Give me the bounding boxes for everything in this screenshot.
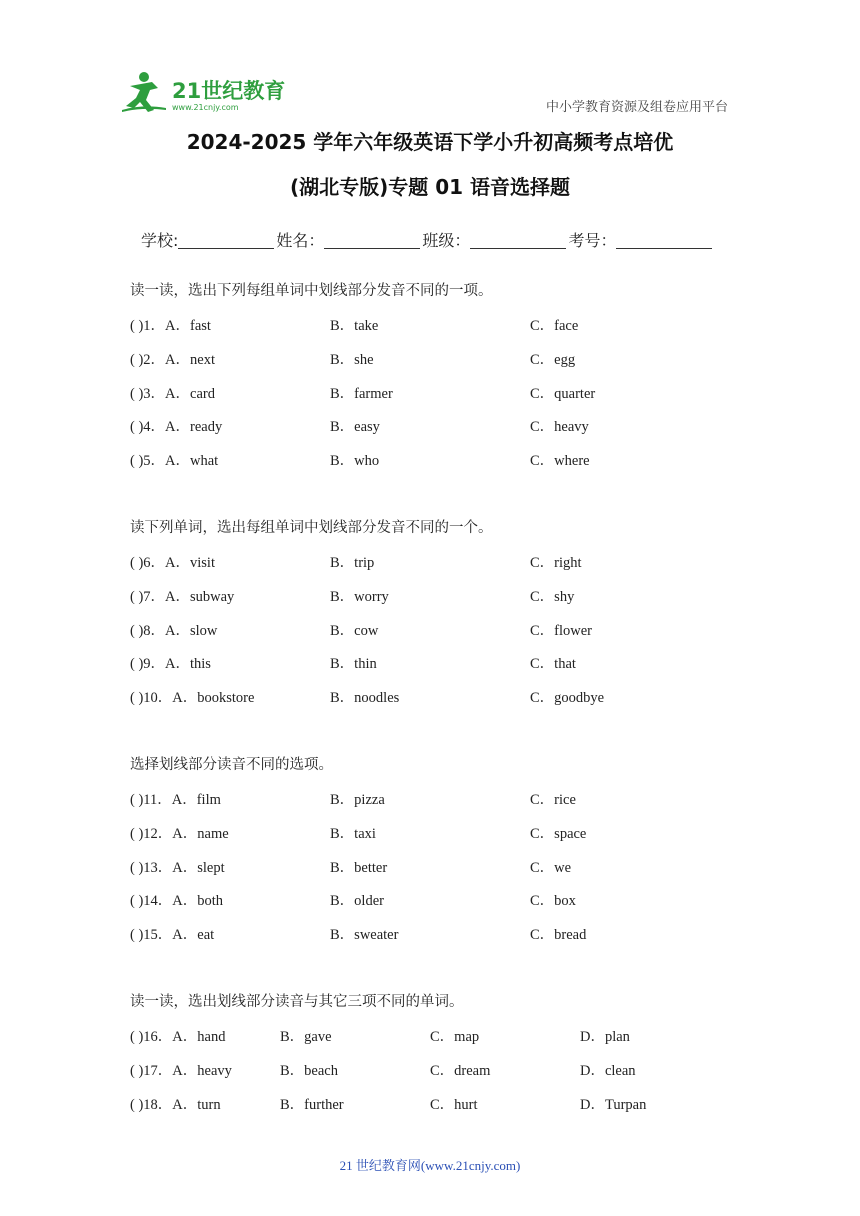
school-label: 学校:	[141, 231, 179, 250]
student-info	[141, 228, 714, 251]
option-b: B．taxi	[330, 825, 376, 842]
question-row	[130, 585, 575, 619]
name-label: 姓名：	[276, 231, 325, 250]
question-option-a: ( )8．A．slow	[130, 622, 218, 639]
section-1	[130, 280, 596, 483]
section-3	[130, 754, 587, 957]
option-d: D．clean	[580, 1062, 636, 1079]
section-instruction: 读一读，选出下列每组单词中划线部分发音不同的一项。	[130, 283, 493, 299]
option-c: C．flower	[530, 622, 593, 639]
question-row	[130, 923, 587, 957]
question-option-a: ( )12．A．name	[130, 825, 229, 842]
question-option-a: ( )4．A．ready	[130, 419, 223, 436]
section-4	[130, 991, 647, 1126]
option-c: C．that	[530, 656, 576, 673]
question-row	[130, 1059, 636, 1093]
option-c: C．egg	[530, 351, 576, 368]
option-b: B．noodles	[330, 690, 400, 707]
number-field[interactable]	[616, 232, 712, 249]
question-row	[130, 822, 587, 856]
option-c: C．bread	[530, 927, 587, 944]
logo-sub: www.21cnjy.com	[172, 103, 239, 112]
page-title: 2024-2025 学年六年级英语下学小升初高频考点培优	[186, 130, 674, 154]
question-row	[130, 889, 576, 923]
option-c: C．heavy	[530, 419, 589, 436]
option-b: B．further	[280, 1096, 344, 1113]
question-option-a: ( )15．A．eat	[130, 927, 215, 944]
question-option-a: ( )18．A．turn	[130, 1096, 221, 1113]
question-row	[130, 382, 596, 416]
option-c: C．goodbye	[530, 690, 605, 707]
option-b: B．better	[330, 859, 388, 876]
question-row	[130, 415, 589, 449]
option-c: C．hurt	[430, 1096, 478, 1113]
section-instruction: 读下列单词，选出每组单词中划线部分发音不同的一个。	[130, 520, 493, 536]
option-b: B．pizza	[330, 792, 385, 808]
question-option-a: ( )6．A．visit	[130, 555, 215, 571]
section-instruction: 读一读，选出划线部分读音与其它三项不同的单词。	[130, 994, 464, 1010]
question-row	[130, 686, 605, 720]
option-b: B．who	[330, 453, 380, 470]
question-option-a: ( )3．A．card	[130, 385, 215, 402]
option-b: B．she	[330, 351, 374, 368]
option-b: B．easy	[330, 419, 380, 436]
option-c: C．map	[430, 1029, 480, 1045]
question-option-a: ( )14．A．both	[130, 893, 224, 910]
question-option-a: ( )9．A．this	[130, 656, 211, 673]
number-label: 考号：	[568, 231, 617, 250]
option-b: B．worry	[330, 588, 389, 605]
section-2	[130, 517, 605, 720]
question-option-a: ( )11．A．film	[130, 792, 221, 808]
question-row	[130, 1025, 630, 1059]
option-d: D．Turpan	[580, 1096, 647, 1113]
logo	[122, 70, 292, 114]
question-option-a: ( )5．A．what	[130, 453, 219, 470]
question-option-a: ( )1．A．fast	[130, 318, 211, 334]
page-subtitle: (湖北专版)专题 01 语音选择题	[289, 175, 571, 199]
logo-text: 21世纪教育	[172, 79, 286, 103]
section-instruction: 选择划线部分读音不同的选项。	[130, 757, 333, 773]
footer: 21 世纪教育网(www.21cnjy.com)	[339, 1158, 521, 1173]
school-field[interactable]	[178, 232, 274, 249]
name-field[interactable]	[324, 232, 420, 249]
option-d: D．plan	[580, 1029, 630, 1045]
option-c: C．space	[530, 825, 587, 842]
question-row	[130, 619, 593, 653]
question-row	[130, 449, 590, 483]
option-c: C．dream	[430, 1062, 491, 1079]
option-b: B．gave	[280, 1029, 332, 1045]
question-option-a: ( )2．A．next	[130, 351, 215, 368]
question-option-a: ( )10．A．bookstore	[130, 690, 255, 707]
question-row	[130, 314, 579, 348]
question-row	[130, 348, 576, 382]
option-c: C．where	[530, 453, 590, 470]
class-field[interactable]	[470, 232, 566, 249]
question-option-a: ( )7．A．subway	[130, 588, 235, 605]
question-option-a: ( )17．A．heavy	[130, 1062, 232, 1079]
question-row	[130, 788, 576, 822]
option-c: C．we	[530, 859, 572, 876]
question-row	[130, 856, 572, 890]
option-b: B．thin	[330, 656, 377, 673]
option-b: B．cow	[330, 622, 379, 639]
question-option-a: ( )13．A．slept	[130, 859, 225, 876]
header-platform: 中小学教育资源及组卷应用平台	[546, 99, 729, 114]
option-b: B．sweater	[330, 927, 399, 944]
question-row	[130, 551, 582, 585]
question-option-a: ( )16．A．hand	[130, 1029, 226, 1045]
option-b: B．farmer	[330, 385, 393, 402]
option-c: C．shy	[530, 588, 575, 605]
question-row	[130, 652, 576, 686]
question-row	[130, 1093, 647, 1127]
option-b: B．beach	[280, 1062, 338, 1079]
class-label: 班级：	[422, 231, 471, 250]
option-c: C．box	[530, 893, 576, 910]
option-b: B．take	[330, 318, 379, 334]
option-c: C．face	[530, 318, 579, 334]
option-c: C．right	[530, 555, 582, 571]
option-c: C．rice	[530, 792, 576, 808]
option-b: B．trip	[330, 555, 375, 571]
option-c: C．quarter	[530, 385, 596, 402]
option-b: B．older	[330, 893, 384, 910]
